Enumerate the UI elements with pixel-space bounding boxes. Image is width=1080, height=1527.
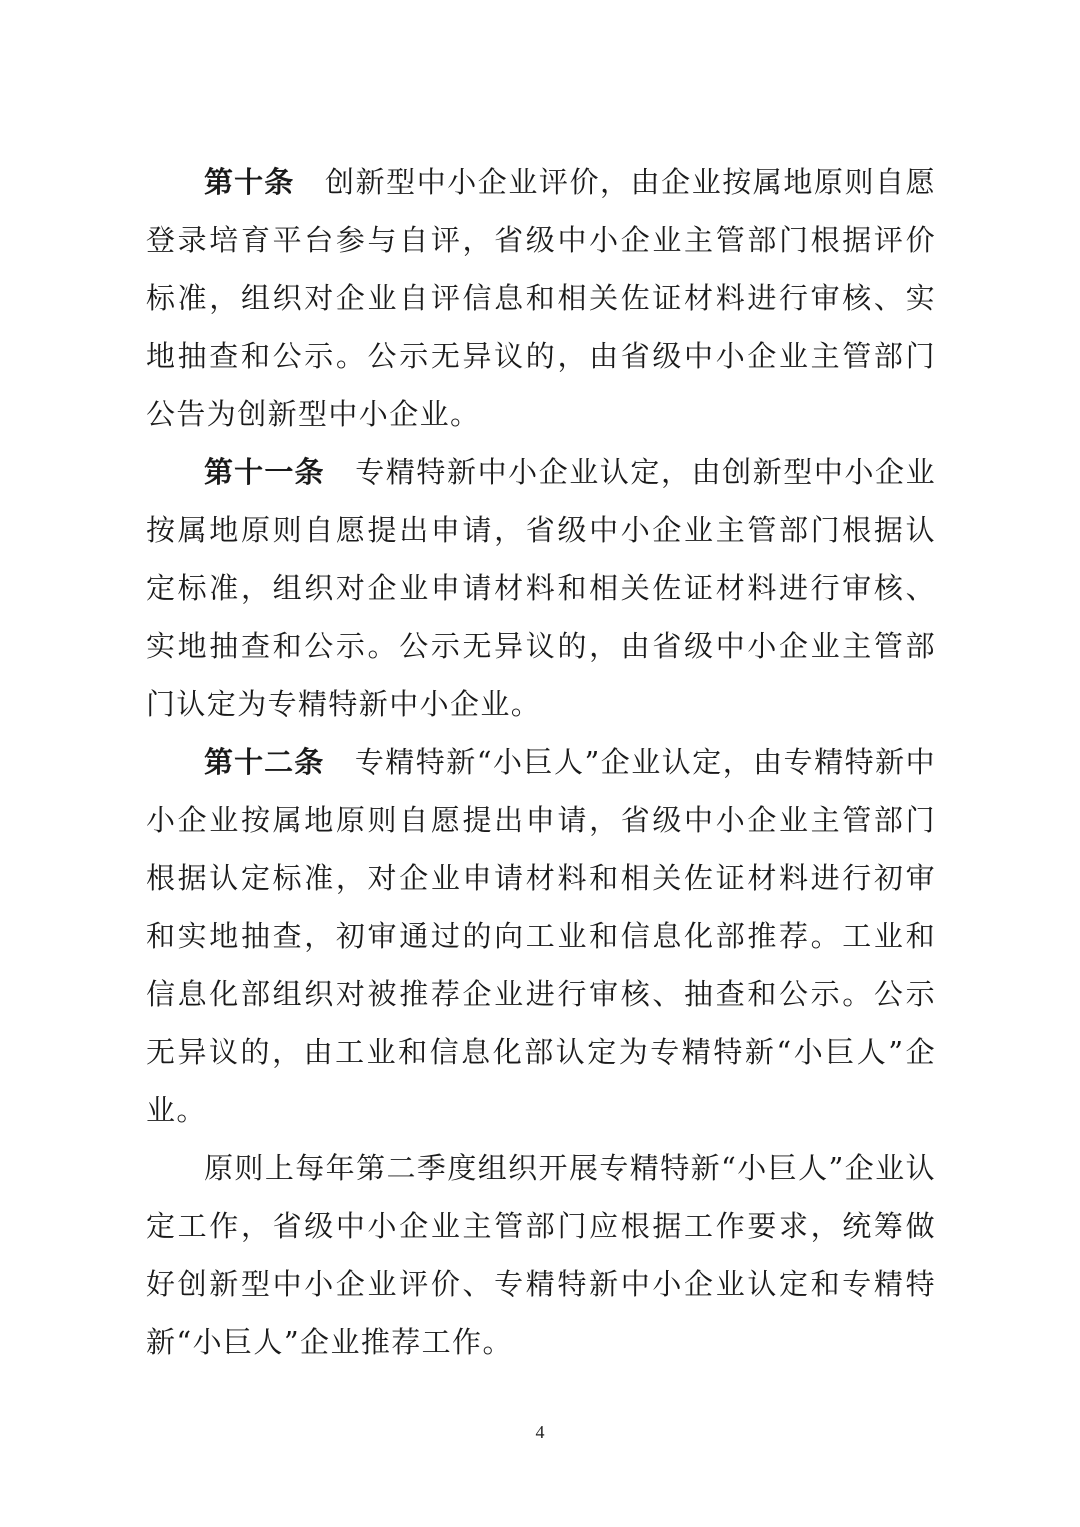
article-11-heading: 第十一条: [204, 455, 325, 489]
article-10-heading: 第十条: [204, 165, 295, 199]
article-12-supplement-text: 原则上每年第二季度组织开展专精特新“小巨人”企业认定工作，省级中小企业主管部门应根据工作要求，统筹做好创新型中小企业评价、专精特新中小企业认定和专精特新“小巨人”企业推荐工作。: [146, 1151, 936, 1359]
article-12-supplement: [146, 1139, 936, 1371]
article-12-text: 专精特新“小巨人”企业认定，由专精特新中小企业按属地原则自愿提出申请，省级中小企业主管部门根据认定标准，对企业申请材料和相关佐证材料进行初审和实地抽查，初审通过的向工业和信息化部推荐。工业和信息化部组织对被推荐企业进行审核、抽查和公示。公示无异议的，由工业和信息化部认定为专精特新“小巨人”企业。: [146, 745, 936, 1127]
article-11: [146, 443, 936, 733]
article-12: [146, 733, 936, 1139]
article-12-heading: 第十二条: [204, 745, 325, 779]
article-11-text: 专精特新中小企业认定，由创新型中小企业按属地原则自愿提出申请，省级中小企业主管部门根据认定标准，组织对企业申请材料和相关佐证材料进行审核、实地抽查和公示。公示无异议的，由省级中小企业主管部门认定为专精特新中小企业。: [146, 455, 936, 721]
article-10: [146, 153, 936, 443]
document-body: [146, 153, 936, 1371]
page-number: 4: [535, 1422, 545, 1442]
article-10-text: 创新型中小企业评价，由企业按属地原则自愿登录培育平台参与自评，省级中小企业主管部门根据评价标准，组织对企业自评信息和相关佐证材料进行审核、实地抽查和公示。公示无异议的，由省级中小企业主管部门公告为创新型中小企业。: [146, 165, 936, 431]
